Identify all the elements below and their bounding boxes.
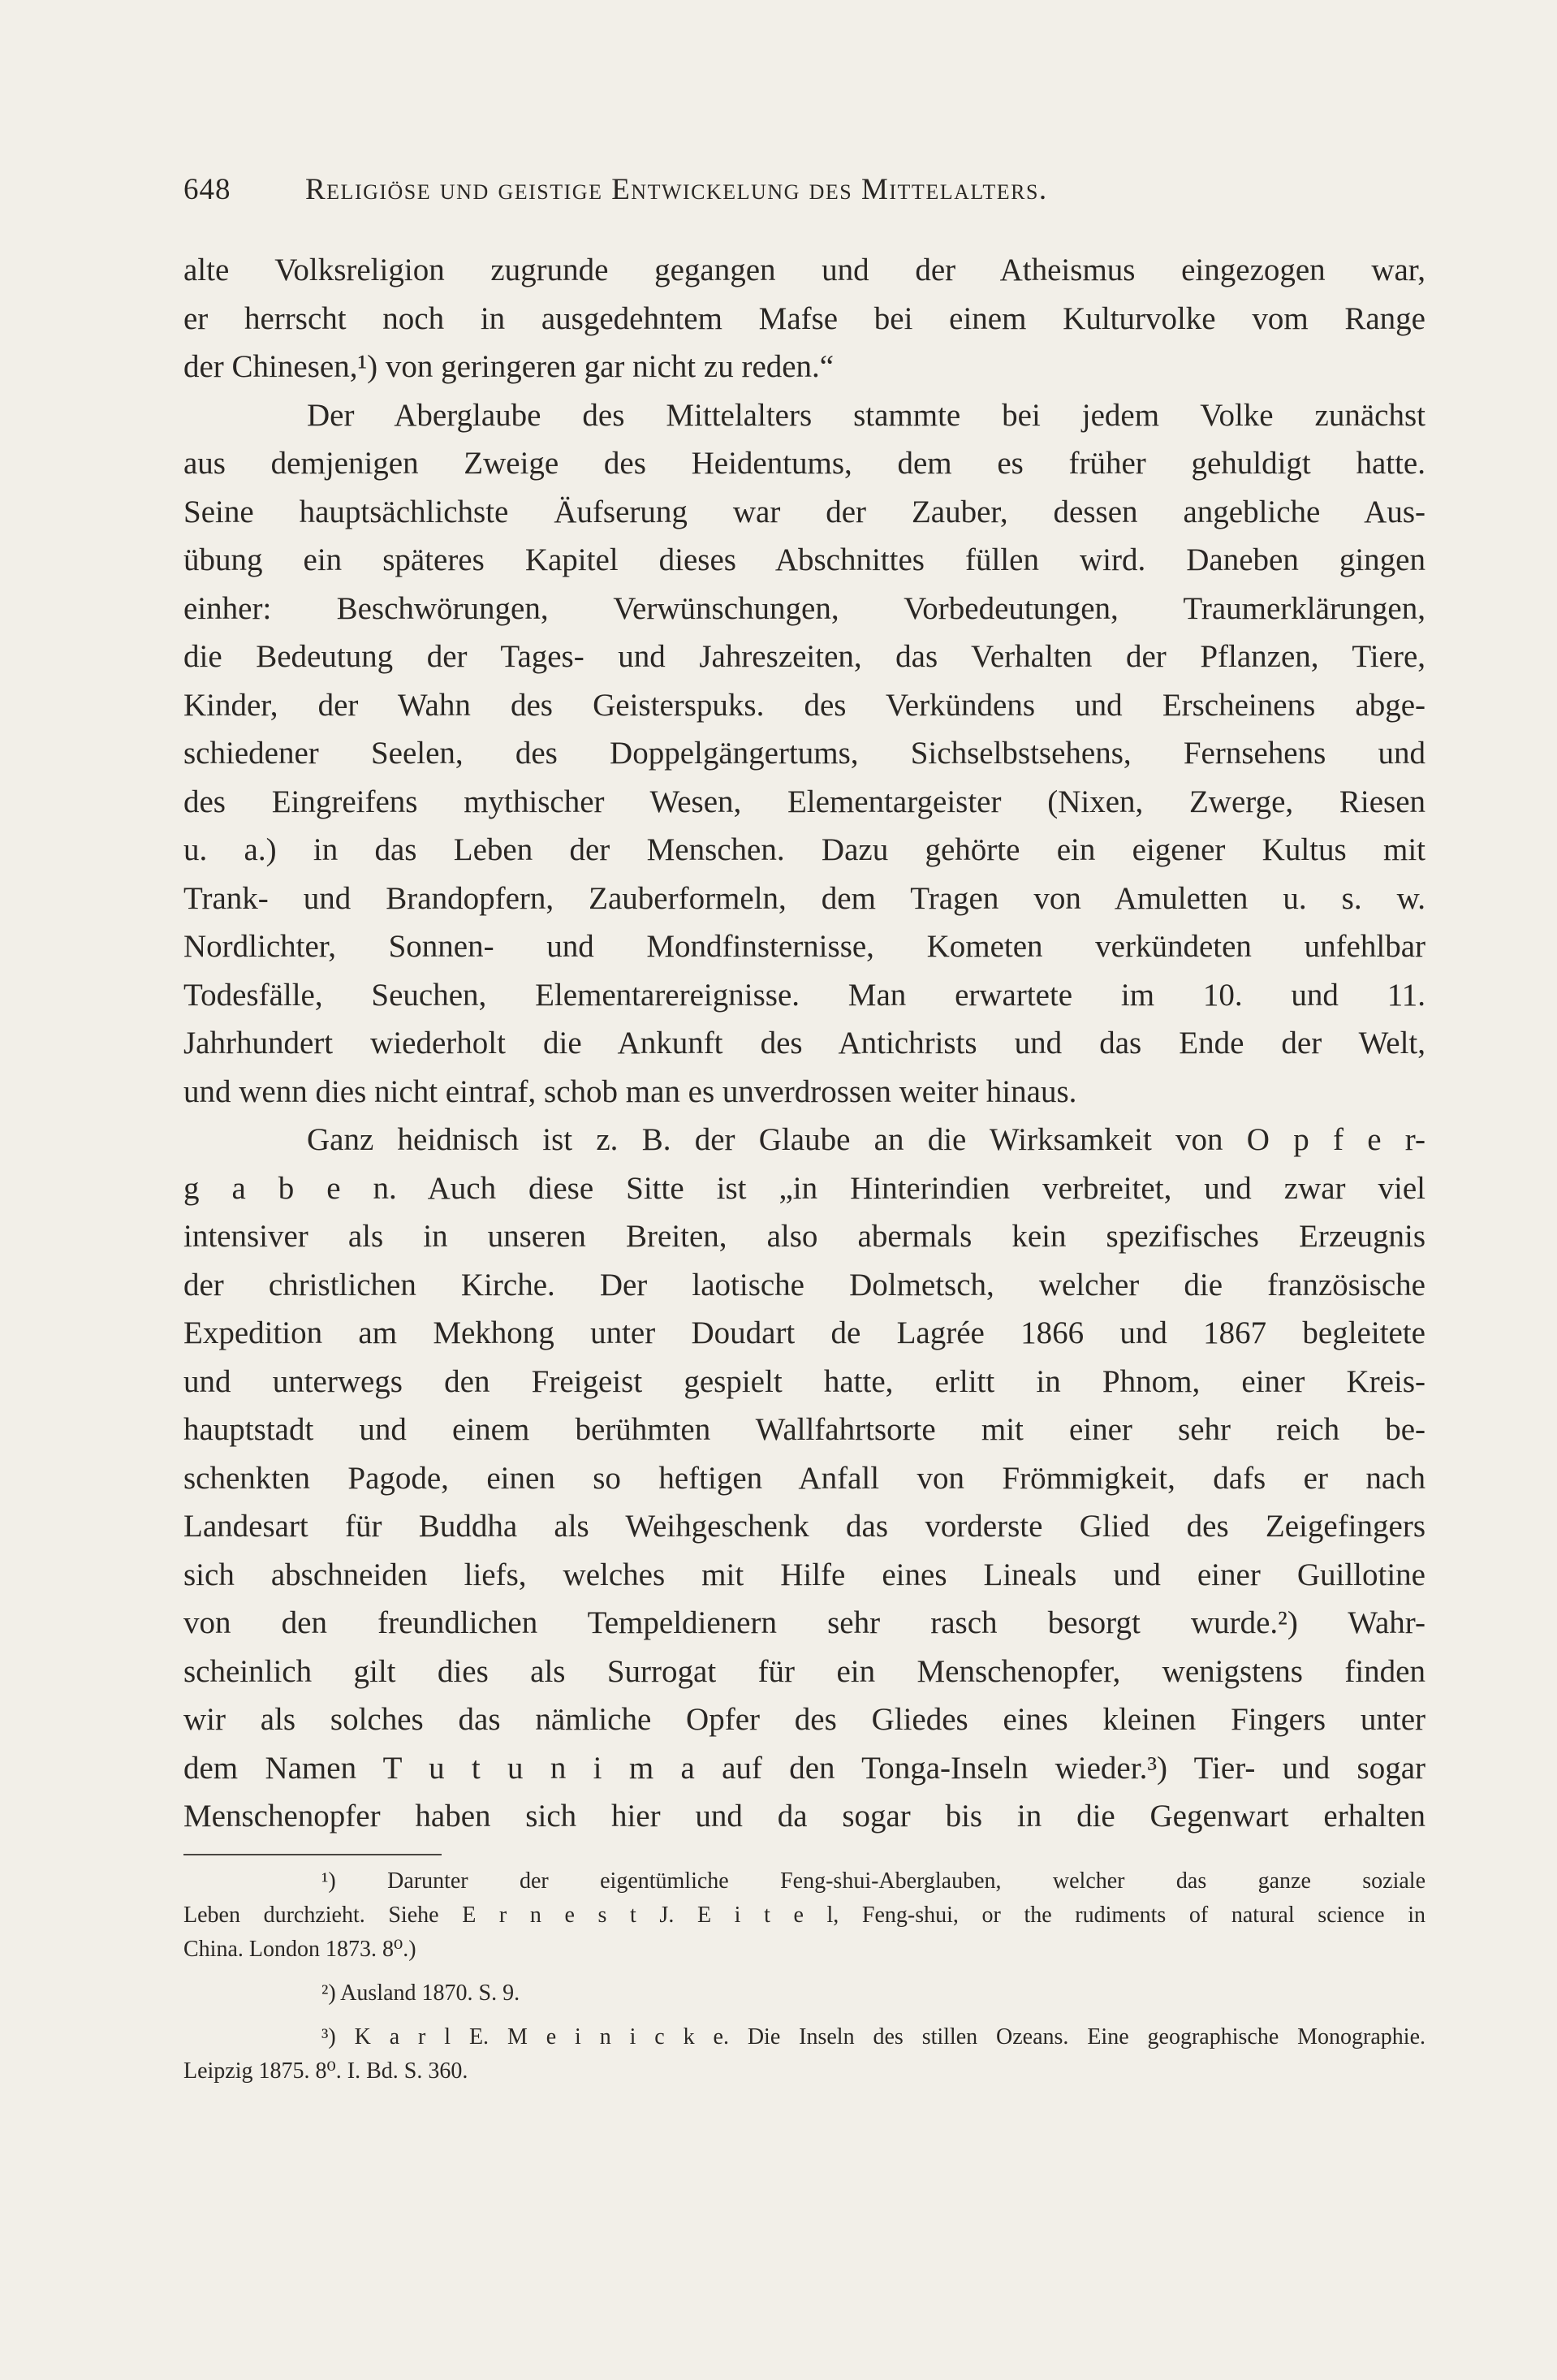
text-line: wir als solches das nämliche Opfer des Gliedes eines kleinen Fingers unter bbox=[183, 1702, 1425, 1737]
text-line: Kinder, der Wahn des Geisterspuks. des Verkündens und Erscheinens abge- bbox=[183, 687, 1425, 723]
text-line: Seine hauptsächlichste Äufserung war der Zauber, dessen angebliche Aus- bbox=[183, 494, 1425, 529]
text-line: alte Volksreligion zugrunde gegangen und der Atheismus eingezogen war, bbox=[183, 253, 1425, 287]
text-line: des Eingreifens mythischer Wesen, Elementargeister (Nixen, Zwerge, Riesen bbox=[183, 784, 1425, 819]
text-line: sich abschneiden liefs, welches mit Hilfe eines Lineals und einer Guillotine bbox=[183, 1557, 1425, 1592]
text-line: u. a.) in das Leben der Menschen. Dazu gehörte ein eigener Kultus mit bbox=[183, 832, 1425, 867]
text-line: hauptstadt und einem berühmten Wallfahrtsorte mit einer sehr reich be- bbox=[183, 1412, 1425, 1447]
page-number: 648 bbox=[183, 173, 231, 206]
text-line: Nordlichter, Sonnen- und Mondfinsternisse, Kometen verkündeten unfehlbar bbox=[183, 929, 1425, 964]
text-line: Expedition am Mekhong unter Doudart de Lagrée 1866 und 1867 begleitete bbox=[183, 1315, 1425, 1350]
running-title: Religiöse und geistige Entwickelung des Mittelalters. bbox=[305, 173, 1048, 206]
footnote-3-continuation: Leipzig 1875. 8⁰. I. Bd. S. 360. bbox=[183, 2058, 468, 2084]
footnote-1-continuation: Leben durchzieht. Siehe E r n e s t J. E i t e l, Feng-shui, or the rudiments of natural science in bbox=[183, 1903, 1425, 1928]
text-line: der Chinesen,¹) von geringeren gar nicht zu reden.“ bbox=[183, 349, 835, 384]
text-line: und wenn dies nicht eintraf, schob man es unverdrossen weiter hinaus. bbox=[183, 1073, 1077, 1109]
footnote-1: ¹) Darunter der eigentümliche Feng-shui-Aberglauben, welcher das ganze soziale bbox=[321, 1868, 1425, 1894]
text-line: intensiver als in unseren Breiten, also abermals kein spezifisches Erzeugnis bbox=[183, 1219, 1425, 1254]
page-header bbox=[183, 172, 1435, 219]
footnotes bbox=[183, 1864, 1425, 2088]
text-line: der christlichen Kirche. Der laotische Dolmetsch, welcher die französische bbox=[183, 1267, 1425, 1302]
footnote-2: ²) Ausland 1870. S. 9. bbox=[321, 1980, 520, 2006]
text-line: schiedener Seelen, des Doppelgängertums, Sichselbstsehens, Fernsehens und bbox=[183, 736, 1425, 771]
text-line: übung ein späteres Kapitel dieses Abschnittes füllen wird. Daneben gingen bbox=[183, 542, 1425, 577]
text-line: Menschenopfer haben sich hier und da sogar bis in die Gegenwart erhalten bbox=[183, 1799, 1425, 1834]
text-line: Trank- und Brandopfern, Zauberformeln, dem Tragen von Amuletten u. s. w. bbox=[183, 880, 1425, 916]
footnote-1-continuation: China. London 1873. 8⁰.) bbox=[183, 1937, 416, 1962]
text-line: Landesart für Buddha als Weihgeschenk das vorderste Glied des Zeigefingers bbox=[183, 1509, 1425, 1544]
text-line: aus demjenigen Zweige des Heidentums, dem es früher gehuldigt hatte. bbox=[183, 446, 1425, 481]
text-line: er herrscht noch in ausgedehntem Mafse bei einem Kulturvolke vom Range bbox=[183, 300, 1425, 336]
text-line: Ganz heidnisch ist z. B. der Glaube an die Wirksamkeit von O p f e r- bbox=[307, 1122, 1425, 1157]
body-text bbox=[183, 246, 1425, 1841]
text-line: und unterwegs den Freigeist gespielt hatte, erlitt in Phnom, einer Kreis- bbox=[183, 1363, 1425, 1399]
text-line: einher: Beschwörungen, Verwünschungen, Vorbedeutungen, Traumerklärungen, bbox=[183, 590, 1425, 626]
text-line: g a b e n. Auch diese Sitte ist „in Hinterindien verbreitet, und zwar viel bbox=[183, 1170, 1425, 1206]
text-line: Todesfälle, Seuchen, Elementarereignisse. Man erwartete im 10. und 11. bbox=[183, 977, 1425, 1013]
text-line: dem Namen T u t u n i m a auf den Tonga-Inseln wieder.³) Tier- und sogar bbox=[183, 1750, 1425, 1786]
text-line: schenkten Pagode, einen so heftigen Anfall von Frömmigkeit, dafs er nach bbox=[183, 1460, 1425, 1496]
text-line: scheinlich gilt dies als Surrogat für ein Menschenopfer, wenigstens finden bbox=[183, 1653, 1425, 1689]
text-line: Der Aberglaube des Mittelalters stammte bei jedem Volke zunächst bbox=[307, 397, 1425, 433]
footnote-divider bbox=[183, 1854, 442, 1855]
footnote-3: ³) K a r l E. M e i n i c k e. Die Inseln des stillen Ozeans. Eine geographische Monographie. bbox=[321, 2024, 1425, 2050]
text-line: die Bedeutung der Tages- und Jahreszeiten, das Verhalten der Pflanzen, Tiere, bbox=[183, 639, 1425, 674]
text-line: von den freundlichen Tempeldienern sehr rasch besorgt wurde.²) Wahr- bbox=[183, 1605, 1425, 1640]
text-line: Jahrhundert wiederholt die Ankunft des Antichrists und das Ende der Welt, bbox=[183, 1026, 1425, 1060]
